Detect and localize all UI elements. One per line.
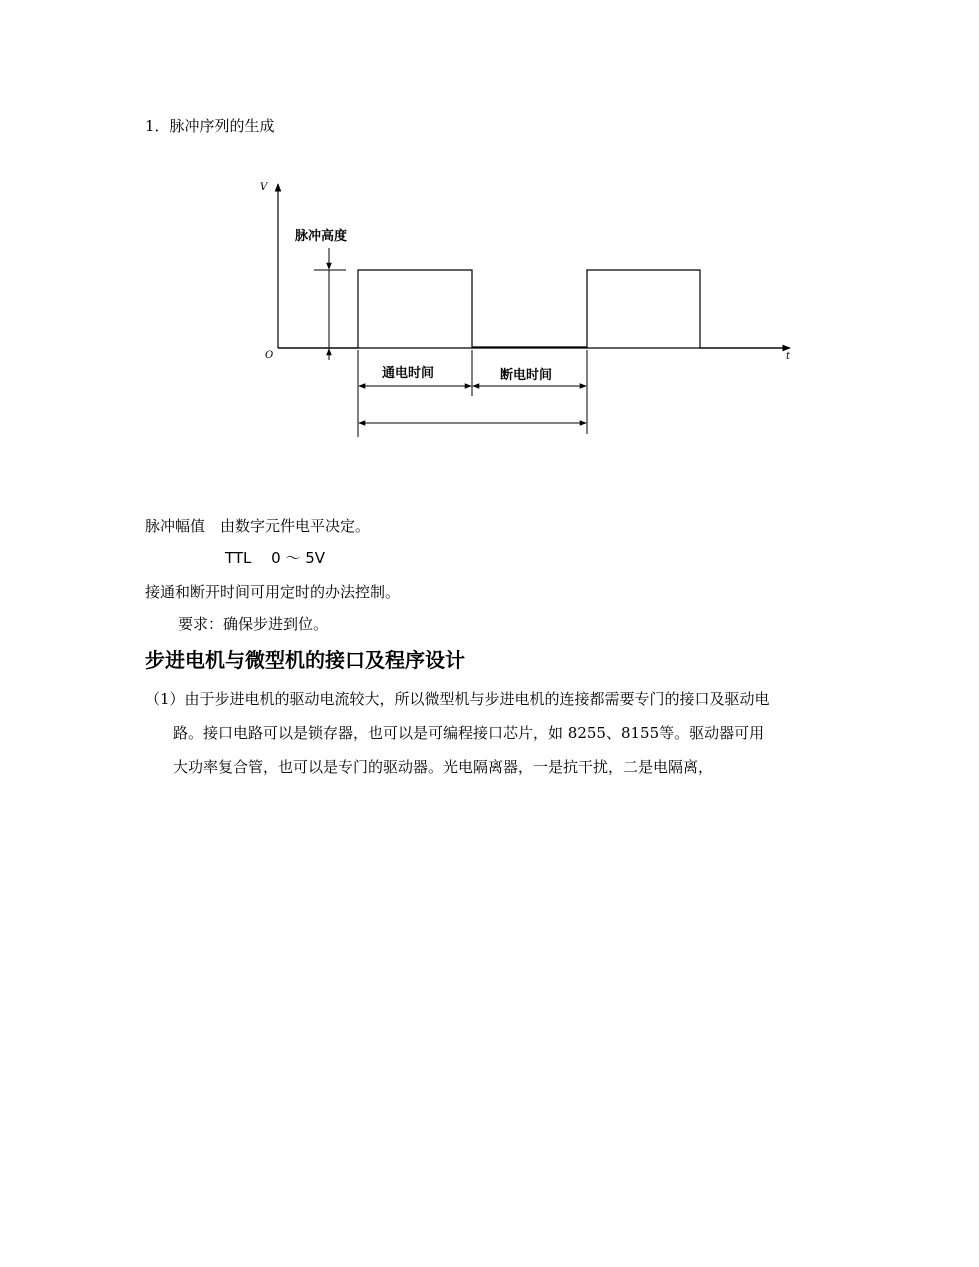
paragraph-line-2: 路。接口电路可以是锁存器，也可以是可编程接口芯片，如 8255、8155等。驱动器可用 xyxy=(173,724,765,742)
off-time-label: 断电时间 xyxy=(500,368,553,383)
paragraph-line-1: （1）由于步进电机的驱动电流较大，所以微型机与步进电机的连接都需要专门的接口及驱动电 xyxy=(145,690,770,708)
axis-t-label: t xyxy=(786,351,791,362)
section-heading: 步进电机与微型机的接口及程序设计 xyxy=(145,648,465,672)
requirement-line: 要求：确保步进到位。 xyxy=(178,615,329,633)
amplitude-line: 脉冲幅值 由数字元件电平决定。 xyxy=(145,517,371,535)
pulse-height-label: 脉冲高度 xyxy=(295,229,348,244)
pulse-sequence-diagram xyxy=(250,170,800,440)
on-time-label: 通电时间 xyxy=(382,366,435,381)
control-line: 接通和断开时间可用定时的办法控制。 xyxy=(145,583,401,601)
paragraph-line-3: 大功率复合管，也可以是专门的驱动器。光电隔离器，一是抗干扰，二是电隔离， xyxy=(173,758,714,776)
section-title: 1．脉冲序列的生成 xyxy=(145,117,275,135)
pulse-waveform xyxy=(278,270,790,348)
origin-label: O xyxy=(265,350,274,361)
ttl-line: TTL 0 ～ 5V xyxy=(225,549,326,567)
axis-v-label: V xyxy=(260,182,268,193)
